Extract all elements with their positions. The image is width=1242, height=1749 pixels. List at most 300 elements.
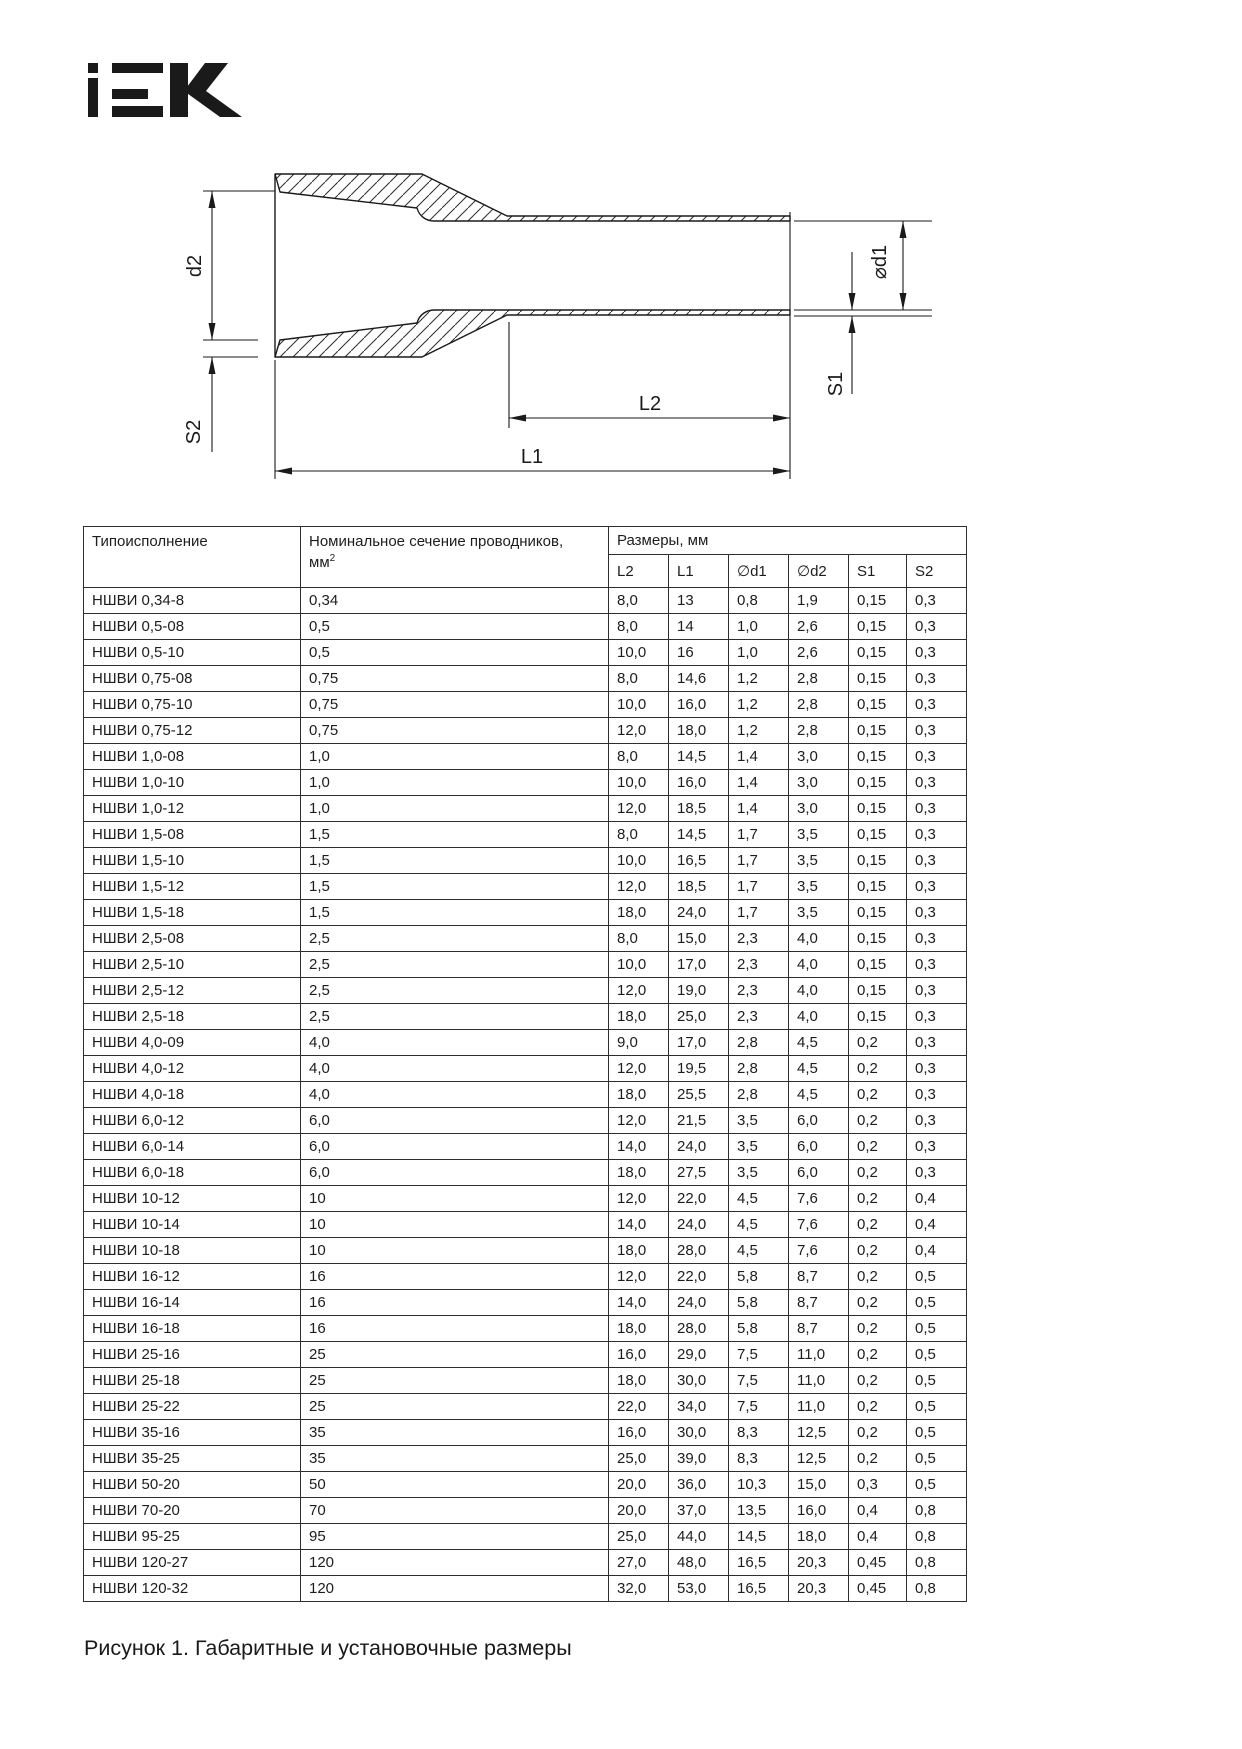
value-cell: 0,3 bbox=[907, 718, 967, 744]
value-cell: 32,0 bbox=[609, 1576, 669, 1602]
value-cell: 4,5 bbox=[729, 1238, 789, 1264]
value-cell: 1,7 bbox=[729, 874, 789, 900]
value-cell: 7,5 bbox=[729, 1394, 789, 1420]
value-cell: 16 bbox=[301, 1316, 609, 1342]
value-cell: 1,5 bbox=[301, 874, 609, 900]
value-cell: 3,5 bbox=[729, 1134, 789, 1160]
arrow-d1-top bbox=[900, 221, 907, 238]
type-cell: НШВИ 1,5-18 bbox=[84, 900, 301, 926]
value-cell: 1,5 bbox=[301, 900, 609, 926]
ferrule-lower-wall bbox=[275, 310, 790, 357]
dim-d1 bbox=[794, 221, 932, 310]
table-row bbox=[84, 1472, 967, 1498]
value-cell: 18,5 bbox=[669, 874, 729, 900]
value-cell: 0,15 bbox=[849, 640, 907, 666]
table-row bbox=[84, 588, 967, 614]
value-cell: 6,0 bbox=[789, 1108, 849, 1134]
value-cell: 14,0 bbox=[609, 1212, 669, 1238]
value-cell: 0,3 bbox=[907, 1160, 967, 1186]
type-cell: НШВИ 6,0-18 bbox=[84, 1160, 301, 1186]
header-dim-l2: L2 bbox=[609, 555, 669, 588]
type-cell: НШВИ 1,5-12 bbox=[84, 874, 301, 900]
value-cell: 6,0 bbox=[301, 1108, 609, 1134]
value-cell: 0,8 bbox=[729, 588, 789, 614]
value-cell: 1,2 bbox=[729, 692, 789, 718]
value-cell: 0,15 bbox=[849, 900, 907, 926]
value-cell: 18,0 bbox=[609, 1082, 669, 1108]
value-cell: 9,0 bbox=[609, 1030, 669, 1056]
value-cell: 44,0 bbox=[669, 1524, 729, 1550]
type-cell: НШВИ 2,5-12 bbox=[84, 978, 301, 1004]
value-cell: 0,15 bbox=[849, 822, 907, 848]
value-cell: 12,0 bbox=[609, 1186, 669, 1212]
spec-table bbox=[83, 526, 967, 1602]
value-cell: 16,0 bbox=[669, 692, 729, 718]
value-cell: 4,0 bbox=[789, 978, 849, 1004]
value-cell: 120 bbox=[301, 1550, 609, 1576]
value-cell: 0,3 bbox=[907, 614, 967, 640]
type-cell: НШВИ 35-16 bbox=[84, 1420, 301, 1446]
value-cell: 1,7 bbox=[729, 848, 789, 874]
dim-label-s1: S1 bbox=[825, 371, 847, 397]
value-cell: 16,5 bbox=[729, 1550, 789, 1576]
value-cell: 0,2 bbox=[849, 1316, 907, 1342]
value-cell: 0,5 bbox=[907, 1290, 967, 1316]
header-sizes: Размеры, мм bbox=[609, 527, 967, 555]
value-cell: 48,0 bbox=[669, 1550, 729, 1576]
value-cell: 8,7 bbox=[789, 1316, 849, 1342]
value-cell: 5,8 bbox=[729, 1316, 789, 1342]
value-cell: 14,0 bbox=[609, 1134, 669, 1160]
table-row bbox=[84, 614, 967, 640]
value-cell: 0,2 bbox=[849, 1290, 907, 1316]
value-cell: 0,15 bbox=[849, 926, 907, 952]
value-cell: 16 bbox=[669, 640, 729, 666]
value-cell: 0,75 bbox=[301, 666, 609, 692]
value-cell: 4,0 bbox=[789, 952, 849, 978]
table-row bbox=[84, 718, 967, 744]
value-cell: 0,15 bbox=[849, 796, 907, 822]
value-cell: 12,5 bbox=[789, 1446, 849, 1472]
value-cell: 10,0 bbox=[609, 848, 669, 874]
value-cell: 10 bbox=[301, 1212, 609, 1238]
header-dim-s1: S1 bbox=[849, 555, 907, 588]
table-row bbox=[84, 640, 967, 666]
value-cell: 5,8 bbox=[729, 1290, 789, 1316]
value-cell: 11,0 bbox=[789, 1368, 849, 1394]
value-cell: 22,0 bbox=[669, 1186, 729, 1212]
table-row bbox=[84, 1056, 967, 1082]
value-cell: 14,5 bbox=[669, 822, 729, 848]
table-row bbox=[84, 796, 967, 822]
table-row bbox=[84, 770, 967, 796]
value-cell: 0,2 bbox=[849, 1082, 907, 1108]
table-row bbox=[84, 692, 967, 718]
value-cell: 12,0 bbox=[609, 1056, 669, 1082]
value-cell: 6,0 bbox=[301, 1160, 609, 1186]
value-cell: 18,5 bbox=[669, 796, 729, 822]
logo-i-dot bbox=[88, 63, 98, 73]
value-cell: 0,75 bbox=[301, 718, 609, 744]
arrow-s2 bbox=[209, 357, 216, 374]
table-row bbox=[84, 1446, 967, 1472]
type-cell: НШВИ 1,0-12 bbox=[84, 796, 301, 822]
type-cell: НШВИ 0,75-08 bbox=[84, 666, 301, 692]
value-cell: 14,6 bbox=[669, 666, 729, 692]
value-cell: 0,15 bbox=[849, 614, 907, 640]
value-cell: 2,3 bbox=[729, 952, 789, 978]
value-cell: 10 bbox=[301, 1186, 609, 1212]
value-cell: 8,3 bbox=[729, 1420, 789, 1446]
value-cell: 0,3 bbox=[907, 744, 967, 770]
value-cell: 25,0 bbox=[609, 1446, 669, 1472]
value-cell: 19,5 bbox=[669, 1056, 729, 1082]
value-cell: 35 bbox=[301, 1446, 609, 1472]
value-cell: 13 bbox=[669, 588, 729, 614]
value-cell: 0,5 bbox=[907, 1368, 967, 1394]
table-row bbox=[84, 1082, 967, 1108]
value-cell: 0,3 bbox=[907, 978, 967, 1004]
value-cell: 0,2 bbox=[849, 1420, 907, 1446]
value-cell: 0,15 bbox=[849, 744, 907, 770]
value-cell: 7,6 bbox=[789, 1186, 849, 1212]
value-cell: 16,0 bbox=[609, 1420, 669, 1446]
value-cell: 0,5 bbox=[907, 1472, 967, 1498]
type-cell: НШВИ 0,75-10 bbox=[84, 692, 301, 718]
type-cell: НШВИ 25-22 bbox=[84, 1394, 301, 1420]
header-dim-d2: ∅d2 bbox=[789, 555, 849, 588]
table-row bbox=[84, 744, 967, 770]
value-cell: 6,0 bbox=[789, 1160, 849, 1186]
value-cell: 28,0 bbox=[669, 1238, 729, 1264]
value-cell: 27,0 bbox=[609, 1550, 669, 1576]
value-cell: 18,0 bbox=[609, 1316, 669, 1342]
type-cell: НШВИ 70-20 bbox=[84, 1498, 301, 1524]
value-cell: 0,15 bbox=[849, 718, 907, 744]
value-cell: 0,2 bbox=[849, 1160, 907, 1186]
value-cell: 1,7 bbox=[729, 900, 789, 926]
arrow-d2-bottom bbox=[209, 323, 216, 340]
dim-s1 bbox=[794, 252, 932, 397]
value-cell: 1,0 bbox=[729, 640, 789, 666]
value-cell: 0,3 bbox=[907, 900, 967, 926]
value-cell: 0,15 bbox=[849, 692, 907, 718]
arrow-l2-left bbox=[509, 415, 526, 422]
value-cell: 1,4 bbox=[729, 744, 789, 770]
type-cell: НШВИ 25-18 bbox=[84, 1368, 301, 1394]
value-cell: 0,15 bbox=[849, 874, 907, 900]
value-cell: 1,9 bbox=[789, 588, 849, 614]
value-cell: 24,0 bbox=[669, 1134, 729, 1160]
value-cell: 0,15 bbox=[849, 952, 907, 978]
value-cell: 0,3 bbox=[907, 640, 967, 666]
dim-d2 bbox=[203, 191, 275, 340]
value-cell: 3,5 bbox=[789, 874, 849, 900]
value-cell: 2,8 bbox=[789, 666, 849, 692]
type-cell: НШВИ 10-18 bbox=[84, 1238, 301, 1264]
dim-label-d1: ⌀d1 bbox=[869, 244, 891, 280]
ferrule-upper-wall bbox=[275, 174, 790, 221]
value-cell: 0,45 bbox=[849, 1550, 907, 1576]
value-cell: 2,8 bbox=[729, 1056, 789, 1082]
value-cell: 1,0 bbox=[729, 614, 789, 640]
value-cell: 4,5 bbox=[789, 1030, 849, 1056]
value-cell: 12,0 bbox=[609, 1264, 669, 1290]
value-cell: 16,0 bbox=[669, 770, 729, 796]
value-cell: 0,3 bbox=[907, 1108, 967, 1134]
value-cell: 4,5 bbox=[789, 1056, 849, 1082]
header-dim-l1: L1 bbox=[669, 555, 729, 588]
value-cell: 0,8 bbox=[907, 1550, 967, 1576]
value-cell: 2,3 bbox=[729, 1004, 789, 1030]
value-cell: 19,0 bbox=[669, 978, 729, 1004]
type-cell: НШВИ 50-20 bbox=[84, 1472, 301, 1498]
value-cell: 0,3 bbox=[907, 770, 967, 796]
arrow-l1-left bbox=[275, 468, 292, 475]
value-cell: 50 bbox=[301, 1472, 609, 1498]
type-cell: НШВИ 0,75-12 bbox=[84, 718, 301, 744]
value-cell: 18,0 bbox=[609, 1238, 669, 1264]
type-cell: НШВИ 1,5-08 bbox=[84, 822, 301, 848]
value-cell: 2,8 bbox=[789, 718, 849, 744]
type-cell: НШВИ 10-14 bbox=[84, 1212, 301, 1238]
arrow-s1-top bbox=[849, 293, 856, 310]
value-cell: 0,2 bbox=[849, 1212, 907, 1238]
logo-k-upper-arm bbox=[184, 63, 228, 91]
value-cell: 24,0 bbox=[669, 1212, 729, 1238]
type-cell: НШВИ 25-16 bbox=[84, 1342, 301, 1368]
value-cell: 0,3 bbox=[907, 588, 967, 614]
value-cell: 18,0 bbox=[789, 1524, 849, 1550]
value-cell: 0,4 bbox=[849, 1498, 907, 1524]
value-cell: 25,5 bbox=[669, 1082, 729, 1108]
value-cell: 8,0 bbox=[609, 744, 669, 770]
ferrule-drawing bbox=[160, 130, 950, 490]
value-cell: 10,0 bbox=[609, 692, 669, 718]
value-cell: 8,7 bbox=[789, 1290, 849, 1316]
value-cell: 4,0 bbox=[301, 1056, 609, 1082]
value-cell: 0,34 bbox=[301, 588, 609, 614]
type-cell: НШВИ 2,5-08 bbox=[84, 926, 301, 952]
value-cell: 0,2 bbox=[849, 1186, 907, 1212]
table-row bbox=[84, 926, 967, 952]
value-cell: 0,2 bbox=[849, 1368, 907, 1394]
dim-label-l2: L2 bbox=[638, 393, 662, 415]
table-row bbox=[84, 1004, 967, 1030]
arrow-l2-right bbox=[773, 415, 790, 422]
logo-k-lower-arm bbox=[184, 91, 242, 117]
value-cell: 7,6 bbox=[789, 1238, 849, 1264]
value-cell: 70 bbox=[301, 1498, 609, 1524]
type-cell: НШВИ 0,34-8 bbox=[84, 588, 301, 614]
value-cell: 14,5 bbox=[669, 744, 729, 770]
value-cell: 1,2 bbox=[729, 718, 789, 744]
value-cell: 10,3 bbox=[729, 1472, 789, 1498]
logo-e-top bbox=[112, 63, 163, 73]
value-cell: 0,3 bbox=[907, 822, 967, 848]
value-cell: 4,5 bbox=[789, 1082, 849, 1108]
type-cell: НШВИ 120-32 bbox=[84, 1576, 301, 1602]
value-cell: 0,5 bbox=[301, 614, 609, 640]
value-cell: 3,5 bbox=[789, 848, 849, 874]
value-cell: 1,0 bbox=[301, 796, 609, 822]
value-cell: 2,3 bbox=[729, 926, 789, 952]
value-cell: 18,0 bbox=[669, 718, 729, 744]
table-row bbox=[84, 1160, 967, 1186]
value-cell: 16,0 bbox=[609, 1342, 669, 1368]
table-row bbox=[84, 1238, 967, 1264]
value-cell: 0,3 bbox=[907, 1004, 967, 1030]
dim-label-l1: L1 bbox=[520, 446, 544, 468]
value-cell: 12,0 bbox=[609, 1108, 669, 1134]
value-cell: 18,0 bbox=[609, 1160, 669, 1186]
value-cell: 2,8 bbox=[729, 1082, 789, 1108]
value-cell: 4,0 bbox=[301, 1082, 609, 1108]
value-cell: 8,0 bbox=[609, 926, 669, 952]
type-cell: НШВИ 6,0-14 bbox=[84, 1134, 301, 1160]
value-cell: 3,5 bbox=[789, 900, 849, 926]
header-dim-s2: S2 bbox=[907, 555, 967, 588]
value-cell: 0,2 bbox=[849, 1446, 907, 1472]
value-cell: 0,3 bbox=[907, 1082, 967, 1108]
value-cell: 0,15 bbox=[849, 848, 907, 874]
type-cell: НШВИ 0,5-10 bbox=[84, 640, 301, 666]
header-section-line1: Номинальное сечение проводников, bbox=[309, 533, 564, 550]
value-cell: 1,4 bbox=[729, 796, 789, 822]
value-cell: 2,3 bbox=[729, 978, 789, 1004]
table-row bbox=[84, 848, 967, 874]
value-cell: 16 bbox=[301, 1290, 609, 1316]
value-cell: 2,8 bbox=[789, 692, 849, 718]
value-cell: 0,4 bbox=[907, 1212, 967, 1238]
value-cell: 24,0 bbox=[669, 900, 729, 926]
value-cell: 28,0 bbox=[669, 1316, 729, 1342]
value-cell: 95 bbox=[301, 1524, 609, 1550]
table-row bbox=[84, 1134, 967, 1160]
value-cell: 22,0 bbox=[609, 1394, 669, 1420]
value-cell: 0,3 bbox=[907, 1056, 967, 1082]
value-cell: 0,3 bbox=[907, 796, 967, 822]
figure-caption: Рисунок 1. Габаритные и установочные размеры bbox=[84, 1636, 572, 1660]
value-cell: 8,3 bbox=[729, 1446, 789, 1472]
value-cell: 0,75 bbox=[301, 692, 609, 718]
table-row bbox=[84, 1290, 967, 1316]
value-cell: 0,2 bbox=[849, 1394, 907, 1420]
value-cell: 3,0 bbox=[789, 770, 849, 796]
value-cell: 0,15 bbox=[849, 978, 907, 1004]
type-cell: НШВИ 35-25 bbox=[84, 1446, 301, 1472]
value-cell: 0,5 bbox=[907, 1420, 967, 1446]
type-cell: НШВИ 1,5-10 bbox=[84, 848, 301, 874]
value-cell: 0,5 bbox=[907, 1394, 967, 1420]
value-cell: 0,45 bbox=[849, 1576, 907, 1602]
value-cell: 0,4 bbox=[907, 1238, 967, 1264]
value-cell: 2,6 bbox=[789, 614, 849, 640]
value-cell: 14 bbox=[669, 614, 729, 640]
type-cell: НШВИ 4,0-12 bbox=[84, 1056, 301, 1082]
table-row bbox=[84, 1264, 967, 1290]
value-cell: 12,0 bbox=[609, 874, 669, 900]
value-cell: 20,3 bbox=[789, 1576, 849, 1602]
logo-i-stem bbox=[88, 78, 98, 117]
value-cell: 25,0 bbox=[609, 1524, 669, 1550]
table-row bbox=[84, 874, 967, 900]
value-cell: 3,0 bbox=[789, 744, 849, 770]
value-cell: 29,0 bbox=[669, 1342, 729, 1368]
value-cell: 2,5 bbox=[301, 978, 609, 1004]
value-cell: 0,2 bbox=[849, 1134, 907, 1160]
value-cell: 12,5 bbox=[789, 1420, 849, 1446]
value-cell: 0,3 bbox=[907, 874, 967, 900]
header-section bbox=[301, 527, 609, 588]
table-body bbox=[84, 588, 967, 1602]
arrow-l1-right bbox=[773, 468, 790, 475]
value-cell: 10,0 bbox=[609, 952, 669, 978]
value-cell: 0,8 bbox=[907, 1498, 967, 1524]
value-cell: 37,0 bbox=[669, 1498, 729, 1524]
value-cell: 11,0 bbox=[789, 1394, 849, 1420]
value-cell: 24,0 bbox=[669, 1290, 729, 1316]
header-section-line2: мм bbox=[309, 554, 330, 572]
value-cell: 0,4 bbox=[849, 1524, 907, 1550]
type-cell: НШВИ 16-12 bbox=[84, 1264, 301, 1290]
value-cell: 14,0 bbox=[609, 1290, 669, 1316]
value-cell: 0,5 bbox=[907, 1446, 967, 1472]
table-row bbox=[84, 1108, 967, 1134]
dim-label-d2: d2 bbox=[184, 254, 206, 278]
value-cell: 6,0 bbox=[789, 1134, 849, 1160]
header-dim-d1: ∅d1 bbox=[729, 555, 789, 588]
value-cell: 0,2 bbox=[849, 1108, 907, 1134]
value-cell: 18,0 bbox=[609, 1368, 669, 1394]
value-cell: 22,0 bbox=[669, 1264, 729, 1290]
value-cell: 8,0 bbox=[609, 614, 669, 640]
value-cell: 0,3 bbox=[907, 848, 967, 874]
value-cell: 20,3 bbox=[789, 1550, 849, 1576]
value-cell: 2,8 bbox=[729, 1030, 789, 1056]
value-cell: 14,5 bbox=[729, 1524, 789, 1550]
value-cell: 20,0 bbox=[609, 1472, 669, 1498]
value-cell: 36,0 bbox=[669, 1472, 729, 1498]
value-cell: 12,0 bbox=[609, 796, 669, 822]
value-cell: 25 bbox=[301, 1394, 609, 1420]
table-row bbox=[84, 1498, 967, 1524]
value-cell: 39,0 bbox=[669, 1446, 729, 1472]
arrow-s1-bottom bbox=[849, 316, 856, 333]
value-cell: 16,5 bbox=[669, 848, 729, 874]
value-cell: 0,8 bbox=[907, 1576, 967, 1602]
header-type bbox=[84, 527, 301, 588]
value-cell: 1,0 bbox=[301, 744, 609, 770]
value-cell: 17,0 bbox=[669, 952, 729, 978]
type-cell: НШВИ 1,0-10 bbox=[84, 770, 301, 796]
type-cell: НШВИ 10-12 bbox=[84, 1186, 301, 1212]
value-cell: 1,4 bbox=[729, 770, 789, 796]
value-cell: 11,0 bbox=[789, 1342, 849, 1368]
value-cell: 25 bbox=[301, 1368, 609, 1394]
value-cell: 0,5 bbox=[907, 1264, 967, 1290]
arrow-d2-top bbox=[209, 191, 216, 208]
value-cell: 0,15 bbox=[849, 588, 907, 614]
value-cell: 35 bbox=[301, 1420, 609, 1446]
dim-label-s2: S2 bbox=[183, 419, 205, 445]
value-cell: 0,5 bbox=[907, 1342, 967, 1368]
value-cell: 16 bbox=[301, 1264, 609, 1290]
value-cell: 0,3 bbox=[907, 692, 967, 718]
value-cell: 16,5 bbox=[729, 1576, 789, 1602]
table-row bbox=[84, 1394, 967, 1420]
value-cell: 0,3 bbox=[907, 952, 967, 978]
